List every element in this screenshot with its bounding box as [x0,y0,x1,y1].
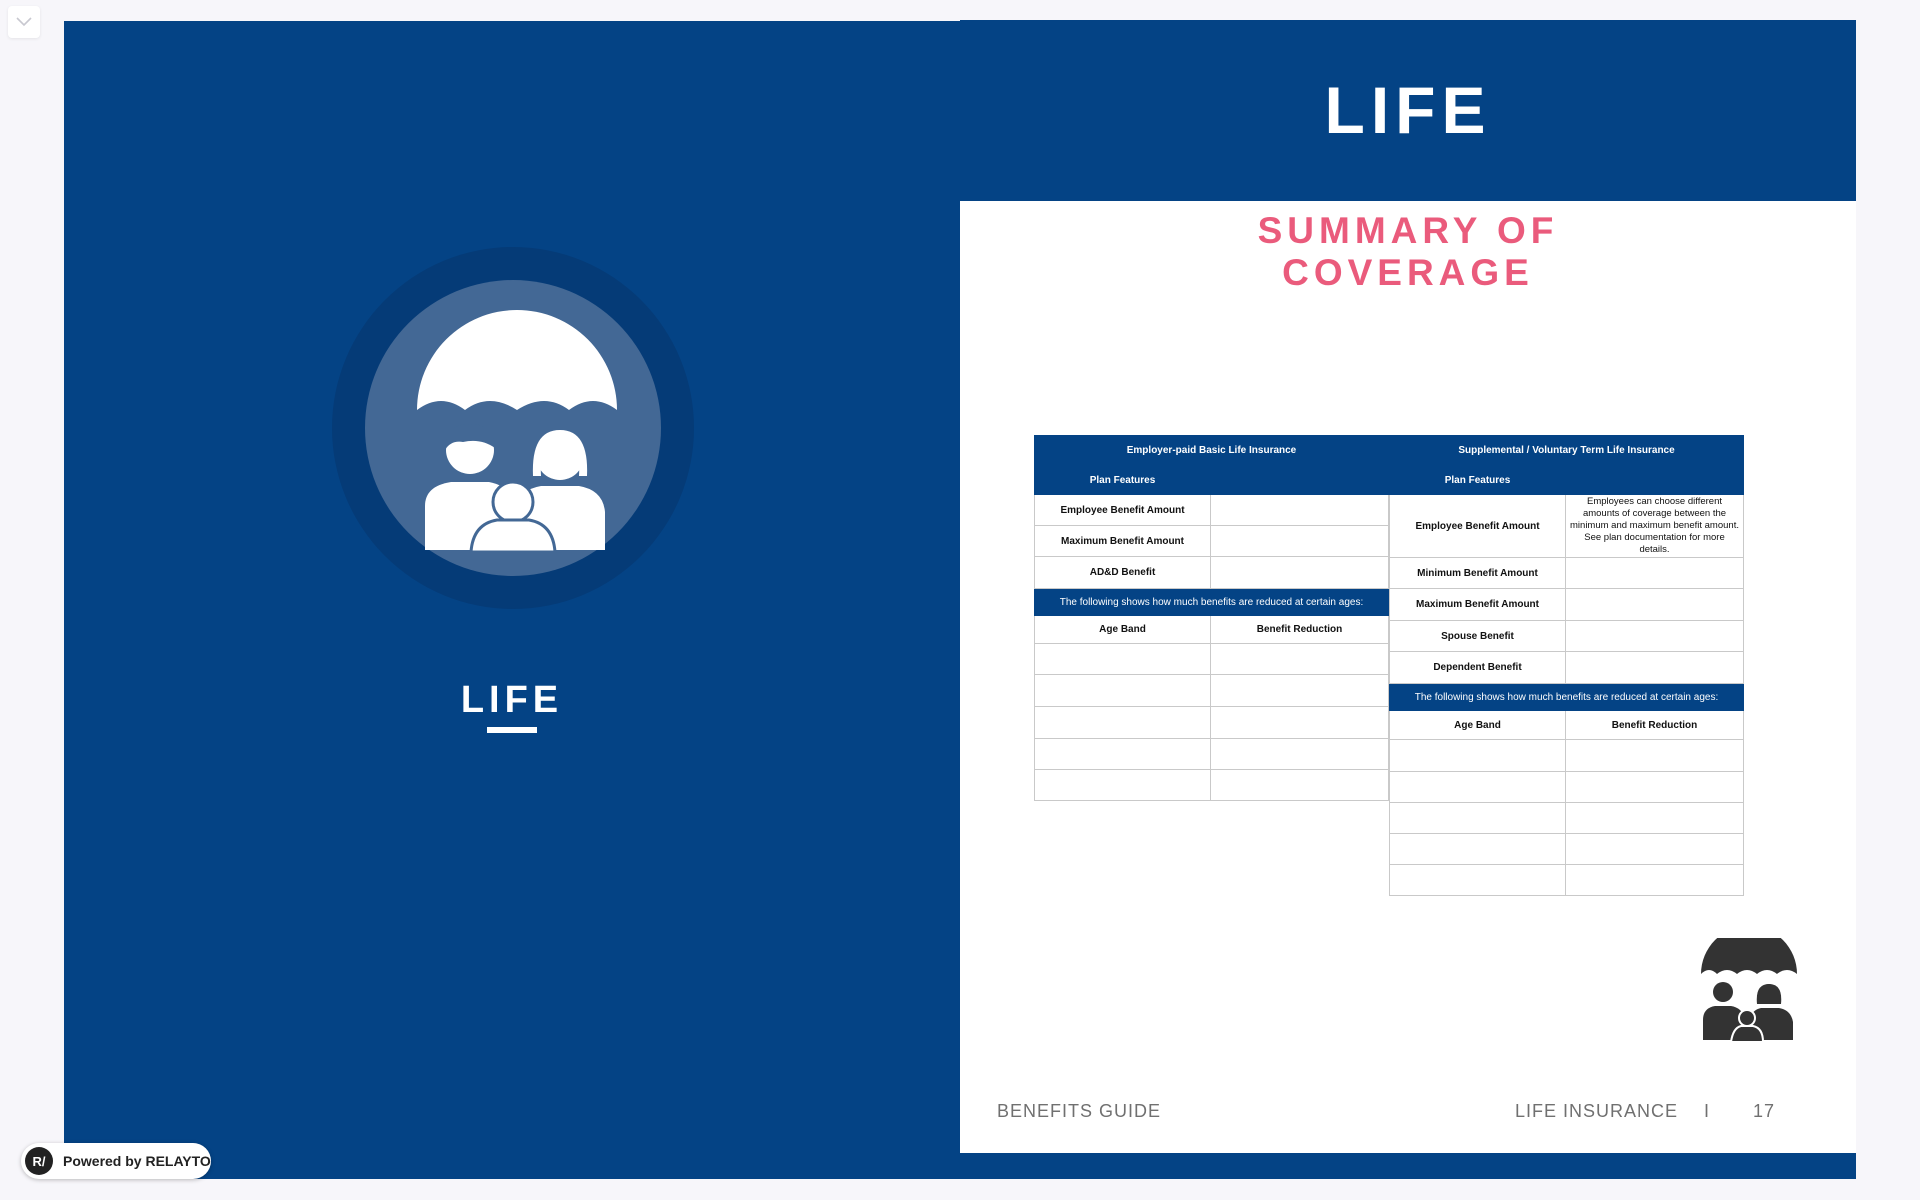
row-value [1211,526,1389,557]
benefit-reduction-header: Benefit Reduction [1566,711,1744,740]
table-row [1035,644,1389,675]
age-band-header: Age Band [1390,711,1566,740]
reduction-note: The following shows how much benefits are reduced at certain ages: [1390,684,1744,711]
row-value [1566,621,1744,652]
basic-life-table [1034,435,1389,801]
row-value: Employees can choose different amounts of coverage between the minimum and maximum benefit amount. See plan documentation for more details. [1566,495,1744,558]
left-page [64,21,960,1179]
left-page-title: LIFE [460,679,564,721]
powered-by-text: Powered by RELAYTO [63,1153,211,1169]
plan-features-header: Plan Features [1390,466,1566,495]
supplemental-life-table [1389,435,1744,896]
row-value [1566,589,1744,621]
summary-of-coverage-heading [960,210,1856,294]
row-label: Dependent Benefit [1390,652,1566,684]
family-umbrella-small-icon [1697,938,1801,1044]
row-label: AD&D Benefit [1035,557,1211,589]
table-row [1390,740,1744,772]
summary-heading-line2: COVERAGE [1282,252,1534,293]
row-value [1211,557,1389,589]
table-row [1390,865,1744,896]
plan-features-header: Plan Features [1035,466,1211,495]
row-label: Minimum Benefit Amount [1390,558,1566,589]
row-label: Maximum Benefit Amount [1390,589,1566,621]
benefit-reduction-header: Benefit Reduction [1211,616,1389,644]
page-title: LIFE [1324,73,1492,147]
page-number: 17 [1753,1101,1776,1121]
table-row [1035,707,1389,739]
row-label: Employee Benefit Amount [1035,495,1211,526]
reduction-note: The following shows how much benefits are reduced at certain ages: [1035,589,1389,616]
table-row [1390,772,1744,803]
title-underline [487,727,537,733]
row-value [1211,495,1389,526]
relayto-logo: R/ [25,1147,53,1175]
row-value [1566,558,1744,589]
row-label: Maximum Benefit Amount [1035,526,1211,557]
table-row [1390,803,1744,834]
footer-bar [960,1153,1856,1179]
table-row [1035,675,1389,707]
collapse-toggle-button[interactable] [8,6,40,38]
basic-life-title: Employer-paid Basic Life Insurance [1035,436,1389,466]
family-umbrella-icon [365,280,661,576]
row-label: Spouse Benefit [1390,621,1566,652]
table-row [1390,834,1744,865]
chevron-down-icon [15,16,33,28]
supplemental-life-title: Supplemental / Voluntary Term Life Insurance [1390,436,1744,466]
table-row [1035,739,1389,770]
summary-heading-line1: SUMMARY OF [1257,210,1559,251]
row-label: Employee Benefit Amount [1390,495,1566,558]
page-header [960,20,1856,201]
right-page [960,20,1856,1179]
footer-separator: I [1704,1101,1711,1121]
age-band-header: Age Band [1035,616,1211,644]
table-row [1035,770,1389,801]
footer-section-title: LIFE INSURANCE [1515,1101,1679,1121]
powered-by-badge[interactable] [21,1143,211,1179]
footer-guide-title: BENEFITS GUIDE [997,1101,1162,1121]
row-value [1566,652,1744,684]
